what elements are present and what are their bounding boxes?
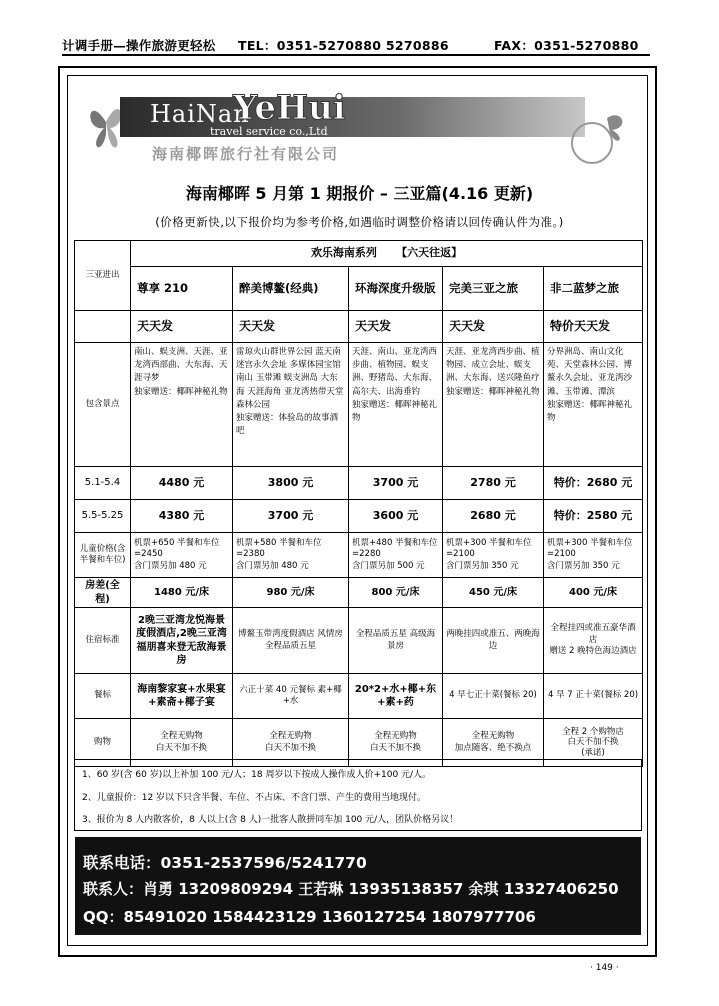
room-surcharge: 400 元/床 [544, 578, 643, 608]
logo-brand-yehui: YeHui [233, 88, 346, 128]
package-name: 尊享 210 [131, 267, 233, 311]
page-header [62, 34, 650, 56]
hotel-standard: 两晚挂四或准五、两晚海边 [443, 608, 544, 674]
hotel-standard: 全程挂四或准五豪华酒店 赠送 2 晚特色海边酒店 [544, 608, 643, 674]
price-cell: 2680 元 [443, 500, 544, 533]
contact-qq: QQ：85491020 1584423129 1360127254 1807977706 [83, 908, 536, 926]
child-price: 机票+480 半餐和车位=2280 含门票另加 500 元 [349, 533, 443, 578]
price-cell: 4380 元 [131, 500, 233, 533]
included-sights: 天涯、亚龙湾西步曲、植物园、成立会址、蜈支洲、大东海、送兴隆鱼疗 独家赠送：椰晖神秘礼物 [443, 343, 544, 467]
logo-brand-hainan: HaiNan [150, 100, 250, 128]
note-item: 3、报价为 8 人内散客价，8 人以上(含 8 人)一批客人散拼同车加 100 元/人，团队价格另议！ [82, 815, 459, 825]
shopping-policy: 全程无购物 白天不加不换 [349, 719, 443, 767]
price-cell: 3700 元 [233, 500, 349, 533]
price-cell: 3800 元 [233, 467, 349, 500]
row-label-hotel: 住宿标准 [75, 608, 131, 674]
row-label-include: 包含景点 [75, 343, 131, 467]
departure-frequency: 天天发 [233, 311, 349, 343]
room-surcharge: 450 元/床 [443, 578, 544, 608]
room-surcharge: 800 元/床 [349, 578, 443, 608]
departure-frequency: 天天发 [349, 311, 443, 343]
child-price: 机票+300 半餐和车位=2100 含门票另加 350 元 [544, 533, 643, 578]
row-label-meal: 餐标 [75, 674, 131, 719]
note-item: 1、60 岁(含 60 岁)以上补加 100 元/人；18 周岁以下按成人操作成人价+100 元/人。 [82, 770, 432, 780]
page-title: 海南椰晖 5 月第 1 期报价 – 三亚篇(4.16 更新) [185, 184, 534, 203]
row-label-shopping: 购物 [75, 719, 131, 767]
contact-panel [75, 837, 641, 935]
room-surcharge: 1480 元/床 [131, 578, 233, 608]
package-name: 非二蓝梦之旅 [544, 267, 643, 311]
header-title: 计调手册—操作旅游更轻松 [62, 38, 216, 53]
departure-frequency: 天天发 [131, 311, 233, 343]
price-cell: 2780 元 [443, 467, 544, 500]
date-range: 5.5-5.25 [75, 500, 131, 533]
series-name: 欢乐海南系列 [310, 246, 377, 260]
included-sights: 分界洲岛、南山文化苑、天堂森林公园、博鳌永久会址、亚龙湾沙滩、玉带滩、潭滨 独家赠送：椰晖神秘礼物 [544, 343, 643, 467]
date-range: 5.1-5.4 [75, 467, 131, 500]
shopping-policy: 全程无购物 白天不加不换 [233, 719, 349, 767]
price-cell: 3600 元 [349, 500, 443, 533]
contact-phone: 联系电话：0351-2537596/5241770 [83, 854, 367, 872]
header-tel: TEL：0351-5270880 5270886 [238, 38, 449, 53]
hotel-standard: 博鳌玉带湾度假酒店 风情房 全程品质五星 [233, 608, 349, 674]
child-price: 机票+650 半餐和车位=2450 含门票另加 480 元 [131, 533, 233, 578]
row-label-child: 儿童价格(含半餐和车位) [75, 533, 131, 578]
row-label-depart: 三亚进出 [75, 241, 131, 311]
logo-subtitle: travel service co.,Ltd [210, 125, 328, 138]
shopping-policy: 全程无购物 加点随客、绝不换点 [443, 719, 544, 767]
hotel-standard: 全程品质五星 高级海景房 [349, 608, 443, 674]
page-subtitle: (价格更新快,以下报价均为参考价格,如遇临时调整价格请以回传确认件为准。) [155, 215, 564, 229]
price-cell: 特价：2580 元 [544, 500, 643, 533]
child-price: 机票+580 半餐和车位=2380 含门票另加 480 元 [233, 533, 349, 578]
row-label-room: 房差(全程) [75, 578, 131, 608]
price-table [74, 240, 643, 767]
meal-standard: 4 早七正十菜(餐标 20) [443, 674, 544, 719]
price-cell: 3700 元 [349, 467, 443, 500]
shopping-policy: 全程 2 个购物店 白天不加不换 (承诺) [544, 719, 643, 767]
price-cell: 特价：2680 元 [544, 467, 643, 500]
departure-frequency: 特价天天发 [544, 311, 643, 343]
series-tag: 【六天往返】 [396, 246, 463, 260]
meal-standard: 20*2+水+椰+东+素+药 [349, 674, 443, 719]
hotel-standard: 2晚三亚湾龙悦海景度假酒店,2晚三亚湾福朋喜来登无敌海景房 [131, 608, 233, 674]
note-item: 2、儿童报价：12 岁以下只含半餐、车位、不占床、不含门票、产生的费用当地现付。 [82, 793, 427, 803]
included-sights: 南山、蜈支洲、天涯、亚龙湾西部曲、大东海、天涯寻梦 独家赠送：椰晖神秘礼物 [131, 343, 233, 467]
meal-standard: 海南黎家宴+水果宴+素斋+椰子宴 [131, 674, 233, 719]
child-price: 机票+300 半餐和车位=2100 含门票另加 350 元 [443, 533, 544, 578]
package-name: 环海深度升级版 [349, 267, 443, 311]
included-sights: 天涯、南山、亚龙湾西步曲、植物园、蜈支洲、野猪岛、大东海、高尔夫、出海垂钓 独家赠送：椰晖神秘礼物 [349, 343, 443, 467]
room-surcharge: 980 元/床 [233, 578, 349, 608]
price-cell: 4480 元 [131, 467, 233, 500]
contact-people: 联系人：肖勇 13209809294 王若琳 13935138357 余琪 13327406250 [83, 880, 619, 898]
shopping-policy: 全程无购物 白天不加不换 [131, 719, 233, 767]
departure-frequency: 天天发 [443, 311, 544, 343]
butterfly-right-icon [562, 108, 632, 168]
included-sights: 雷琼火山群世界公园 蓝天南迷宫永久会址 多媒体园宝馆 南山 玉带滩 蜈支洲岛 大东海 天涯海角 亚龙湾热带天堂森林公园 独家赠送：体验岛的故事酒吧 [233, 343, 349, 467]
meal-standard: 六正十菜 40 元餐标 素+椰+水 [233, 674, 349, 719]
package-name: 完美三亚之旅 [443, 267, 544, 311]
package-name: 醉美博鳌(经典) [233, 267, 349, 311]
header-fax: FAX：0351-5270880 [494, 38, 639, 53]
page-number: · 149 · [590, 963, 619, 973]
meal-standard: 4 早 7 正十菜(餐标 20) [544, 674, 643, 719]
logo-company-name: 海南椰晖旅行社有限公司 [152, 145, 340, 163]
series-header [131, 241, 643, 267]
